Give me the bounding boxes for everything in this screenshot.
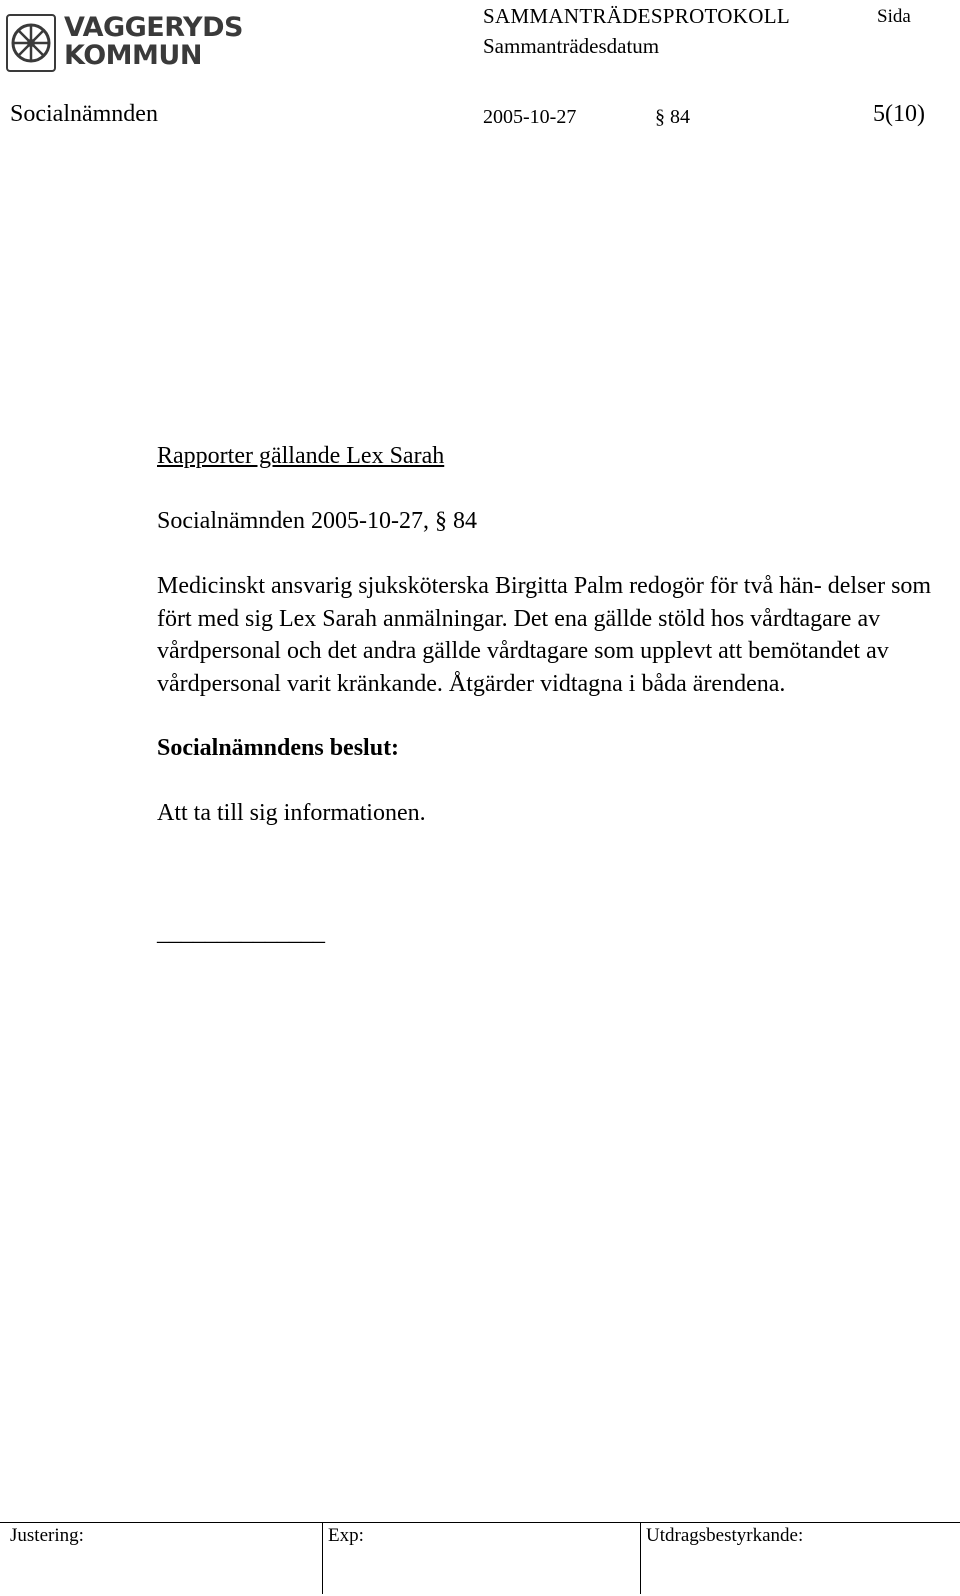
decision-text: Att ta till sig informationen. — [157, 799, 426, 826]
page-label: Sida — [877, 6, 911, 27]
meeting-date: 2005-10-27 — [483, 106, 577, 128]
wheel-emblem-icon — [6, 14, 56, 72]
page-number: 5(10) — [873, 101, 925, 127]
section-reference: Socialnämnden 2005-10-27, § 84 — [157, 507, 477, 534]
section-separator: ______________ — [157, 920, 325, 946]
document-body — [157, 440, 937, 829]
section-paragraph: Medicinskt ansvarig sjuksköterska Birgitta Palm redogör för två hän- delser som fört med sig Lex Sarah anmälningar. Det ena gällde stöld hos vårdtagare av vårdpersonal och det andra gällde vårdtagare som upplevt att bemötandet av vårdpersonal varit kränkande. Åtgärder vidtagna i båda ärendena. — [157, 573, 932, 697]
exp-label: Exp: — [328, 1525, 364, 1546]
meeting-date-label: Sammanträdesdatum — [483, 34, 660, 58]
footer-divider — [322, 1523, 323, 1594]
signature-footer — [0, 1522, 960, 1594]
utdrag-label: Utdragsbestyrkande: — [646, 1525, 804, 1546]
footer-divider — [640, 1523, 641, 1594]
section-title: Rapporter gällande Lex Sarah — [157, 443, 445, 469]
protocol-title: SAMMANTRÄDESPROTOKOLL — [483, 4, 790, 28]
justering-label: Justering: — [10, 1525, 84, 1546]
logo-wordmark: VAGGERYDS KOMMUN — [64, 12, 243, 71]
decision-heading: Socialnämndens beslut: — [157, 735, 400, 761]
municipality-logo — [6, 14, 242, 74]
body-name: Socialnämnden — [10, 101, 158, 127]
paragraph-number: § 84 — [655, 106, 690, 128]
